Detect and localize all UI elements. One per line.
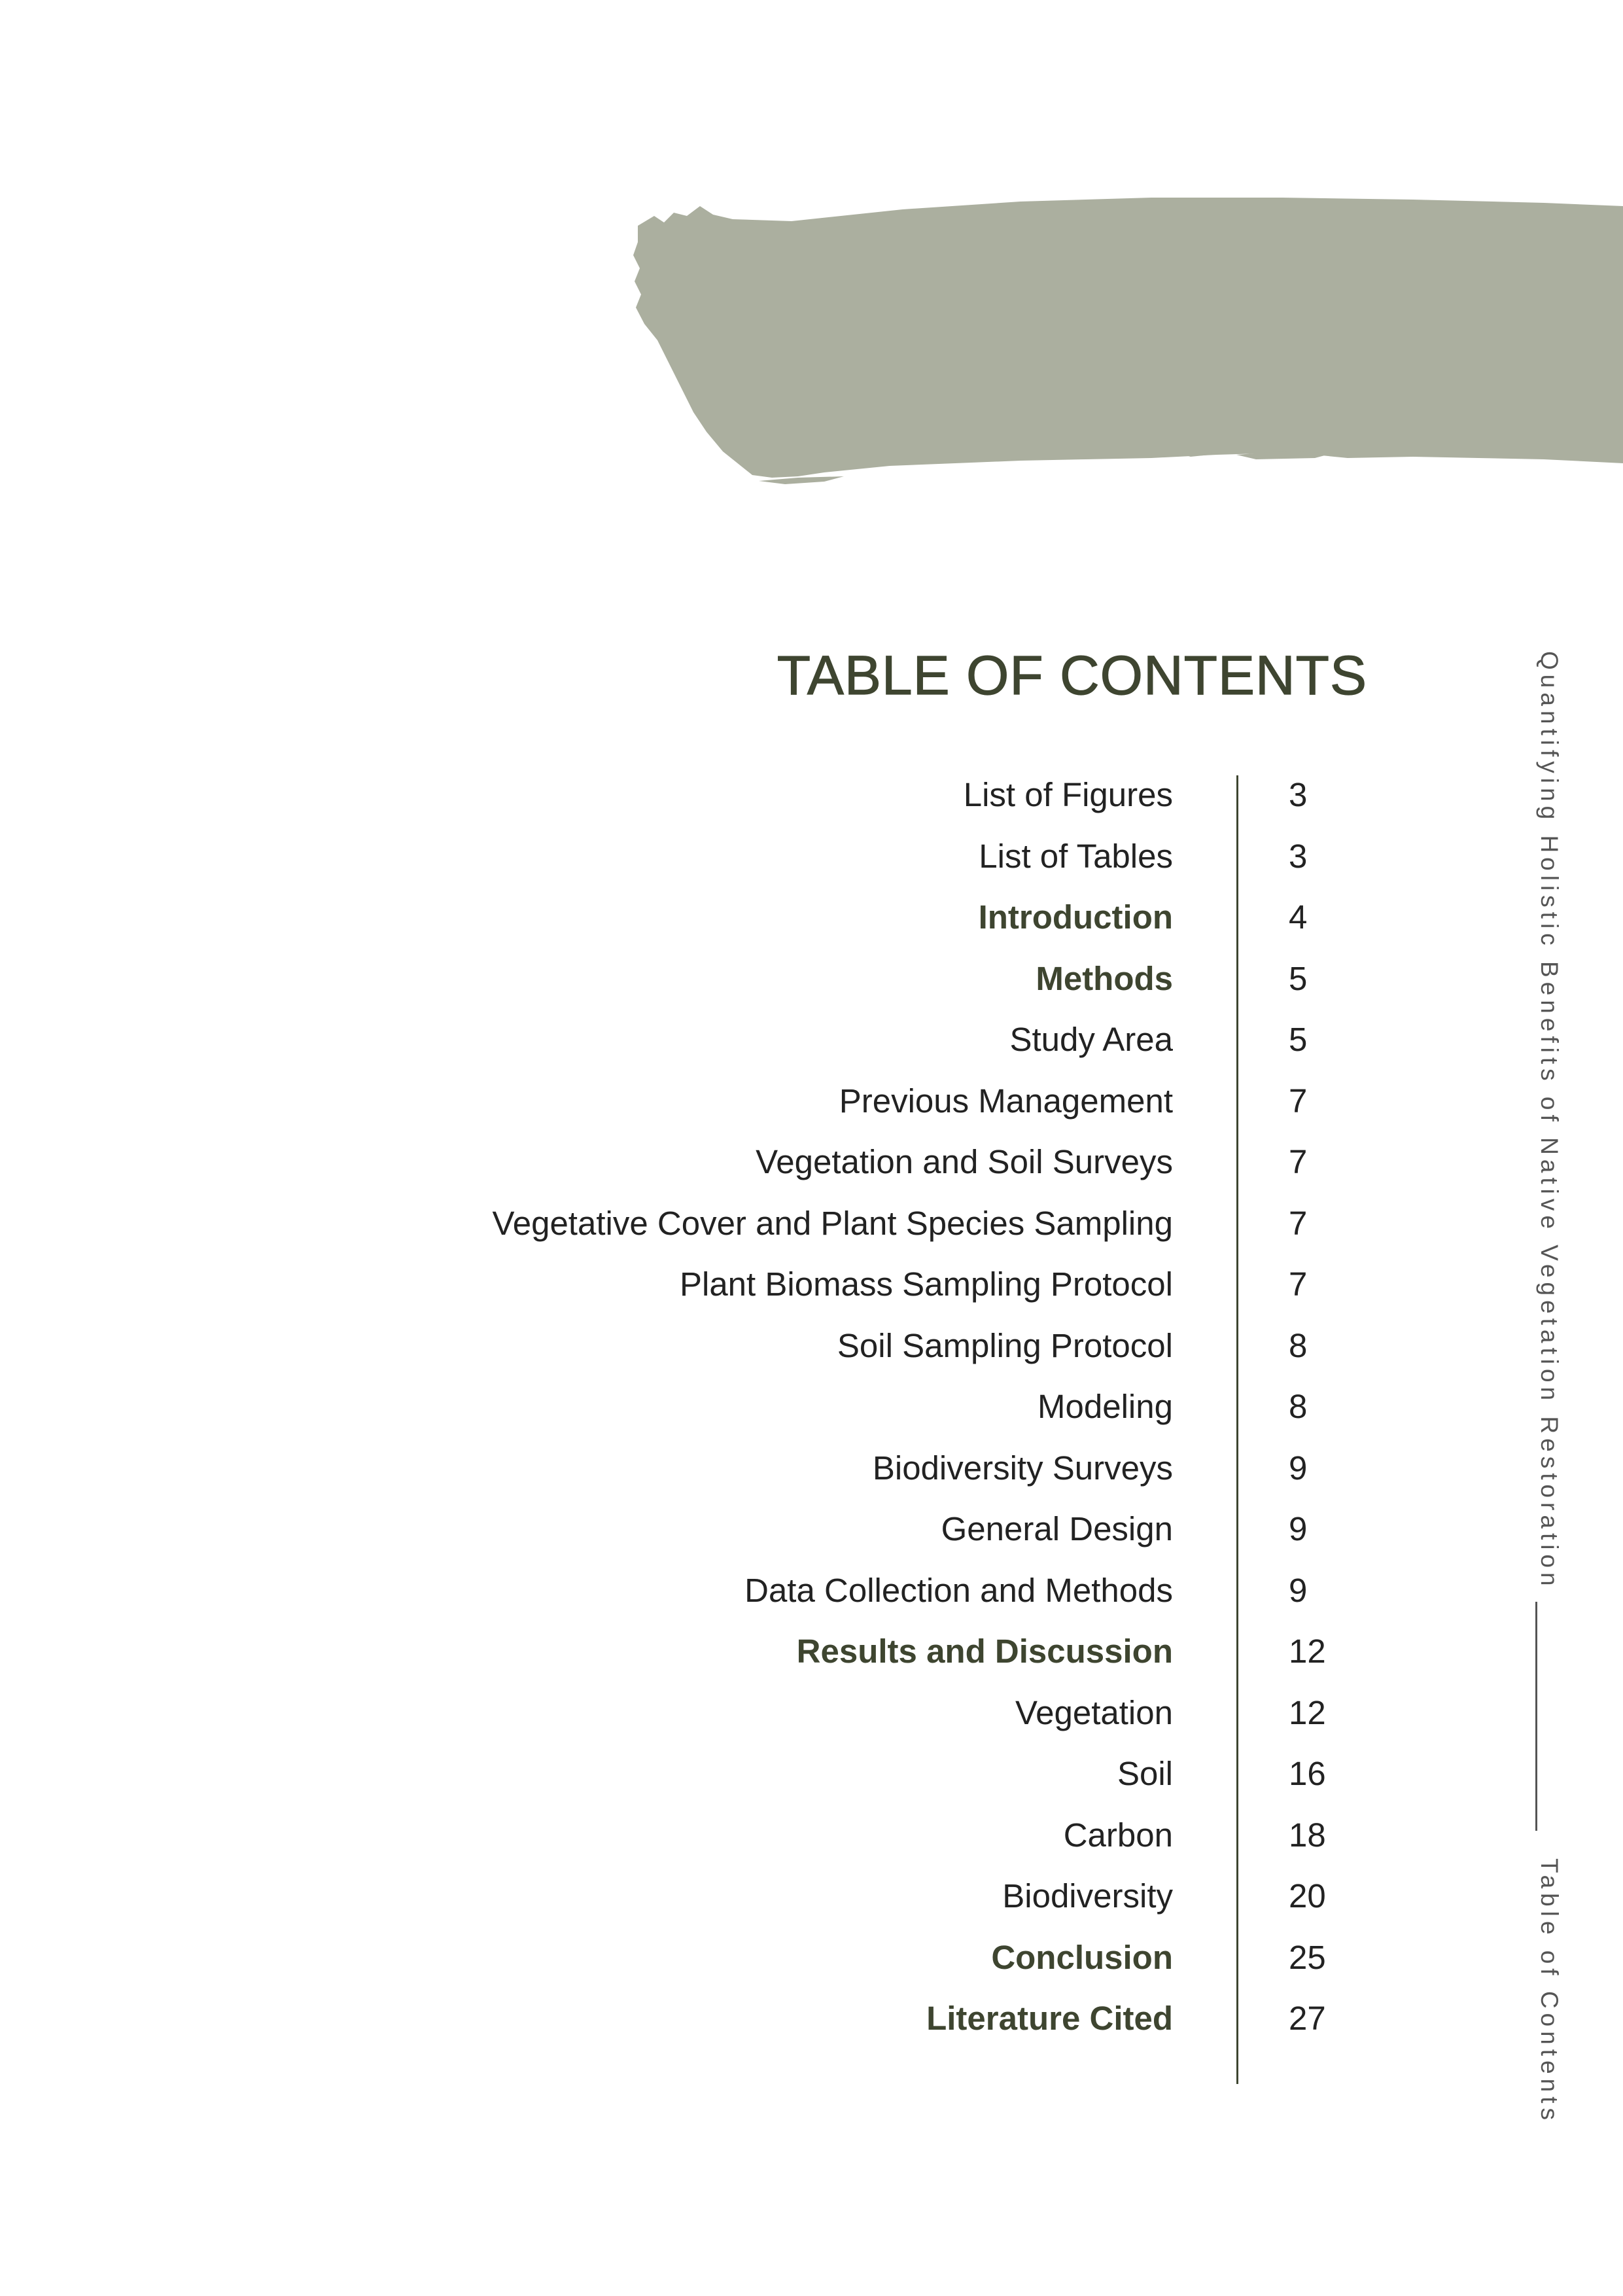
toc-entry[interactable]: [393, 1498, 1374, 1560]
toc-entry[interactable]: [393, 1805, 1374, 1866]
toc-entry-page-number: 9: [1289, 1449, 1308, 1487]
toc-entry-label: Vegetation: [1015, 1693, 1173, 1731]
toc-entry[interactable]: [393, 1560, 1374, 1621]
toc-entry[interactable]: [393, 1988, 1374, 2049]
toc-entry-label: Vegetative Cover and Plant Species Sampling: [492, 1204, 1173, 1242]
toc-entry[interactable]: [393, 1070, 1374, 1132]
toc-entry-label: Vegetation and Soil Surveys: [756, 1143, 1173, 1180]
toc-entry-label: Carbon: [1063, 1816, 1173, 1854]
running-header-document-title: Quantifying Holistic Benefits of Native Vegetation Restoration: [1536, 651, 1563, 1591]
toc-entry[interactable]: [393, 1131, 1374, 1193]
toc-entry-page-number: 5: [1289, 1021, 1308, 1058]
toc-entry-label: Literature Cited: [926, 2000, 1173, 2037]
toc-entry[interactable]: [393, 1009, 1374, 1070]
toc-entry-page-number: 16: [1289, 1755, 1326, 1792]
toc-entry-label: Study Area: [1009, 1021, 1173, 1058]
toc-entry[interactable]: [393, 1621, 1374, 1682]
toc-entry-page-number: 20: [1289, 1877, 1326, 1915]
toc-divider-line: [1236, 775, 1238, 2084]
toc-entry[interactable]: [393, 1376, 1374, 1438]
running-header-rule: [1535, 1602, 1537, 1831]
toc-entry-page-number: 8: [1289, 1326, 1308, 1364]
toc-entry-label: Soil Sampling Protocol: [837, 1326, 1173, 1364]
toc-entry-page-number: 12: [1289, 1693, 1326, 1731]
toc-entry[interactable]: [393, 764, 1374, 826]
toc-entry-label: Introduction: [978, 898, 1173, 936]
toc-entry[interactable]: [393, 887, 1374, 948]
toc-entry-page-number: 27: [1289, 2000, 1326, 2037]
toc-entry[interactable]: [393, 1315, 1374, 1377]
toc-entry-label: Soil: [1117, 1755, 1173, 1792]
toc-entry[interactable]: [393, 948, 1374, 1010]
toc-entry-page-number: 25: [1289, 1938, 1326, 1976]
toc-entry-page-number: 5: [1289, 959, 1308, 997]
toc-entry-page-number: 3: [1289, 837, 1308, 875]
toc-entry[interactable]: [393, 1254, 1374, 1315]
page-title: TABLE OF CONTENTS: [777, 645, 1367, 706]
toc-entry[interactable]: [393, 826, 1374, 887]
toc-entry-label: List of Figures: [963, 776, 1173, 813]
toc-entry-label: Results and Discussion: [796, 1633, 1173, 1670]
toc-entry-label: Biodiversity: [1002, 1877, 1173, 1915]
toc-entry-page-number: 7: [1289, 1082, 1308, 1120]
toc-entry-page-number: 7: [1289, 1204, 1308, 1242]
toc-entry-label: Previous Management: [839, 1082, 1173, 1120]
toc-entry-label: General Design: [941, 1510, 1173, 1547]
toc-entry-page-number: 4: [1289, 898, 1308, 936]
toc-entry-label: Conclusion: [991, 1938, 1173, 1976]
toc-entry-label: Plant Biomass Sampling Protocol: [679, 1265, 1173, 1303]
toc-entry[interactable]: [393, 1682, 1374, 1744]
toc-entry[interactable]: [393, 1927, 1374, 1988]
toc-entry-page-number: 9: [1289, 1510, 1308, 1547]
table-of-contents: [393, 764, 1374, 2049]
toc-entry-page-number: 7: [1289, 1265, 1308, 1303]
toc-entry[interactable]: [393, 1438, 1374, 1499]
toc-entry[interactable]: [393, 1193, 1374, 1254]
toc-entry-page-number: 7: [1289, 1143, 1308, 1180]
running-header-section-name: Table of Contents: [1536, 1858, 1563, 2125]
toc-entry-page-number: 18: [1289, 1816, 1326, 1854]
toc-entry-page-number: 3: [1289, 776, 1308, 813]
toc-entry[interactable]: [393, 1865, 1374, 1927]
brush-stroke-decoration: [628, 190, 1623, 497]
toc-entry-page-number: 12: [1289, 1633, 1326, 1670]
toc-entry-label: Modeling: [1038, 1388, 1173, 1425]
toc-entry-label: Methods: [1036, 959, 1173, 997]
toc-entry-label: Biodiversity Surveys: [872, 1449, 1173, 1487]
toc-entry-label: List of Tables: [979, 837, 1173, 875]
toc-entry-page-number: 8: [1289, 1388, 1308, 1425]
toc-entry-label: Data Collection and Methods: [744, 1571, 1173, 1609]
toc-entry-page-number: 9: [1289, 1571, 1308, 1609]
toc-entry[interactable]: [393, 1743, 1374, 1805]
